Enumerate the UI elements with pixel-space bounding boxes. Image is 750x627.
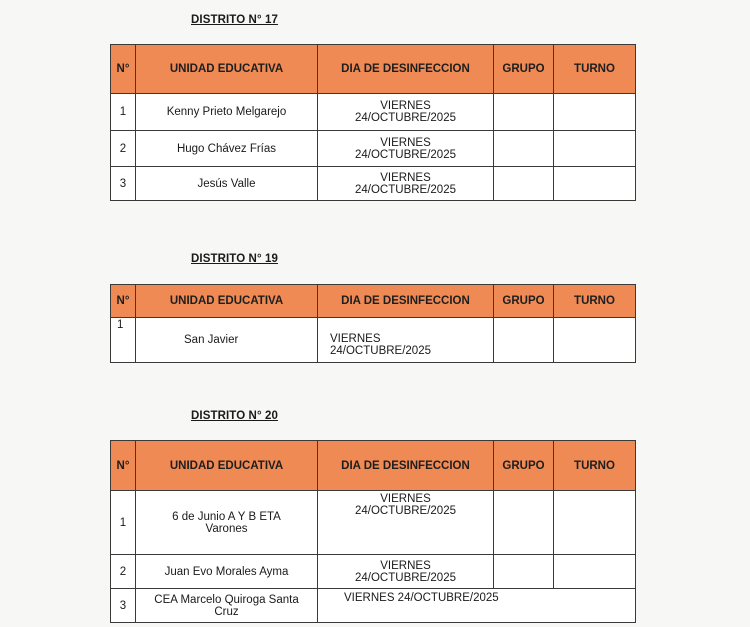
row-turno [554,94,636,131]
row-unidad: San Javier [136,318,318,363]
row-dia [318,555,494,589]
row-num: 1 [111,491,136,555]
dia-day: VIERNES [380,559,431,572]
dia-day: VIERNES [380,100,431,112]
table-row [111,131,636,167]
row-dia [318,131,494,167]
row-unidad: Kenny Prieto Melgarejo [136,94,318,131]
row-unidad [136,589,318,623]
district-17-title: DISTRITO N° 17 [191,14,278,26]
district-20-table [110,440,636,623]
dia-date: 24/OCTUBRE/2025 [355,183,456,196]
row-grupo [494,491,554,555]
header-num: N° [111,45,136,94]
row-dia [318,94,494,131]
table-header-row [111,441,636,491]
header-dia-desinfeccion: DIA DE DESINFECCION [318,441,494,491]
header-turno: TURNO [554,45,636,94]
row-dia [318,167,494,201]
header-turno: TURNO [554,285,636,318]
header-num: N° [111,285,136,318]
district-20-title: DISTRITO N° 20 [191,410,278,422]
row-grupo [494,318,554,363]
row-unidad: Hugo Chávez Frías [136,131,318,167]
district-19-title: DISTRITO N° 19 [191,253,278,265]
table-row [111,94,636,131]
row-num: 2 [111,131,136,167]
row-unidad: Jesús Valle [136,167,318,201]
dia-date: 24/OCTUBRE/2025 [355,571,456,584]
dia-date: 24/OCTUBRE/2025 [330,345,431,357]
row-turno [554,167,636,201]
header-grupo: GRUPO [494,285,554,318]
row-turno [554,318,636,363]
dia-day: VIERNES [380,171,431,184]
unidad-line1: CEA Marcelo Quiroga Santa [154,593,299,606]
table-header-row [111,285,636,318]
row-grupo [494,167,554,201]
row-unidad: Juan Evo Morales Ayma [136,555,318,589]
header-turno: TURNO [554,441,636,491]
unidad-line2: Cruz [214,605,239,618]
header-num: N° [111,441,136,491]
row-dia [318,491,494,555]
table-row [111,589,636,623]
dia-date: 24/OCTUBRE/2025 [355,148,456,161]
row-grupo [494,555,554,589]
dia-day: VIERNES [380,136,431,149]
table-row [111,318,636,363]
row-num: 1 [111,318,136,363]
row-turno [554,555,636,589]
row-num: 3 [111,167,136,201]
unidad-line1: 6 de Junio A Y B ETA [172,510,281,523]
table-row [111,555,636,589]
row-grupo [494,94,554,131]
table-header-row [111,45,636,94]
unidad-line2: Varones [205,522,248,535]
header-grupo: GRUPO [494,45,554,94]
district-17-table [110,44,636,201]
table-row [111,491,636,555]
row-unidad [136,491,318,555]
header-dia-desinfeccion: DIA DE DESINFECCION [318,285,494,318]
dia-day: VIERNES [380,493,431,505]
dia-date: 24/OCTUBRE/2025 [355,505,456,517]
dia-day: VIERNES [330,333,381,345]
header-dia-desinfeccion: DIA DE DESINFECCION [318,45,494,94]
row-num: 2 [111,555,136,589]
row-dia [318,318,494,363]
row-turno [554,491,636,555]
row-num: 3 [111,589,136,623]
header-unidad-educativa: UNIDAD EDUCATIVA [136,285,318,318]
row-turno [554,131,636,167]
row-num: 1 [111,94,136,131]
dia-date: 24/OCTUBRE/2025 [355,112,456,124]
header-unidad-educativa: UNIDAD EDUCATIVA [136,441,318,491]
row-dia-merged: VIERNES 24/OCTUBRE/2025 [318,589,636,623]
row-grupo [494,131,554,167]
table-row [111,167,636,201]
district-19-table [110,284,636,363]
header-unidad-educativa: UNIDAD EDUCATIVA [136,45,318,94]
header-grupo: GRUPO [494,441,554,491]
